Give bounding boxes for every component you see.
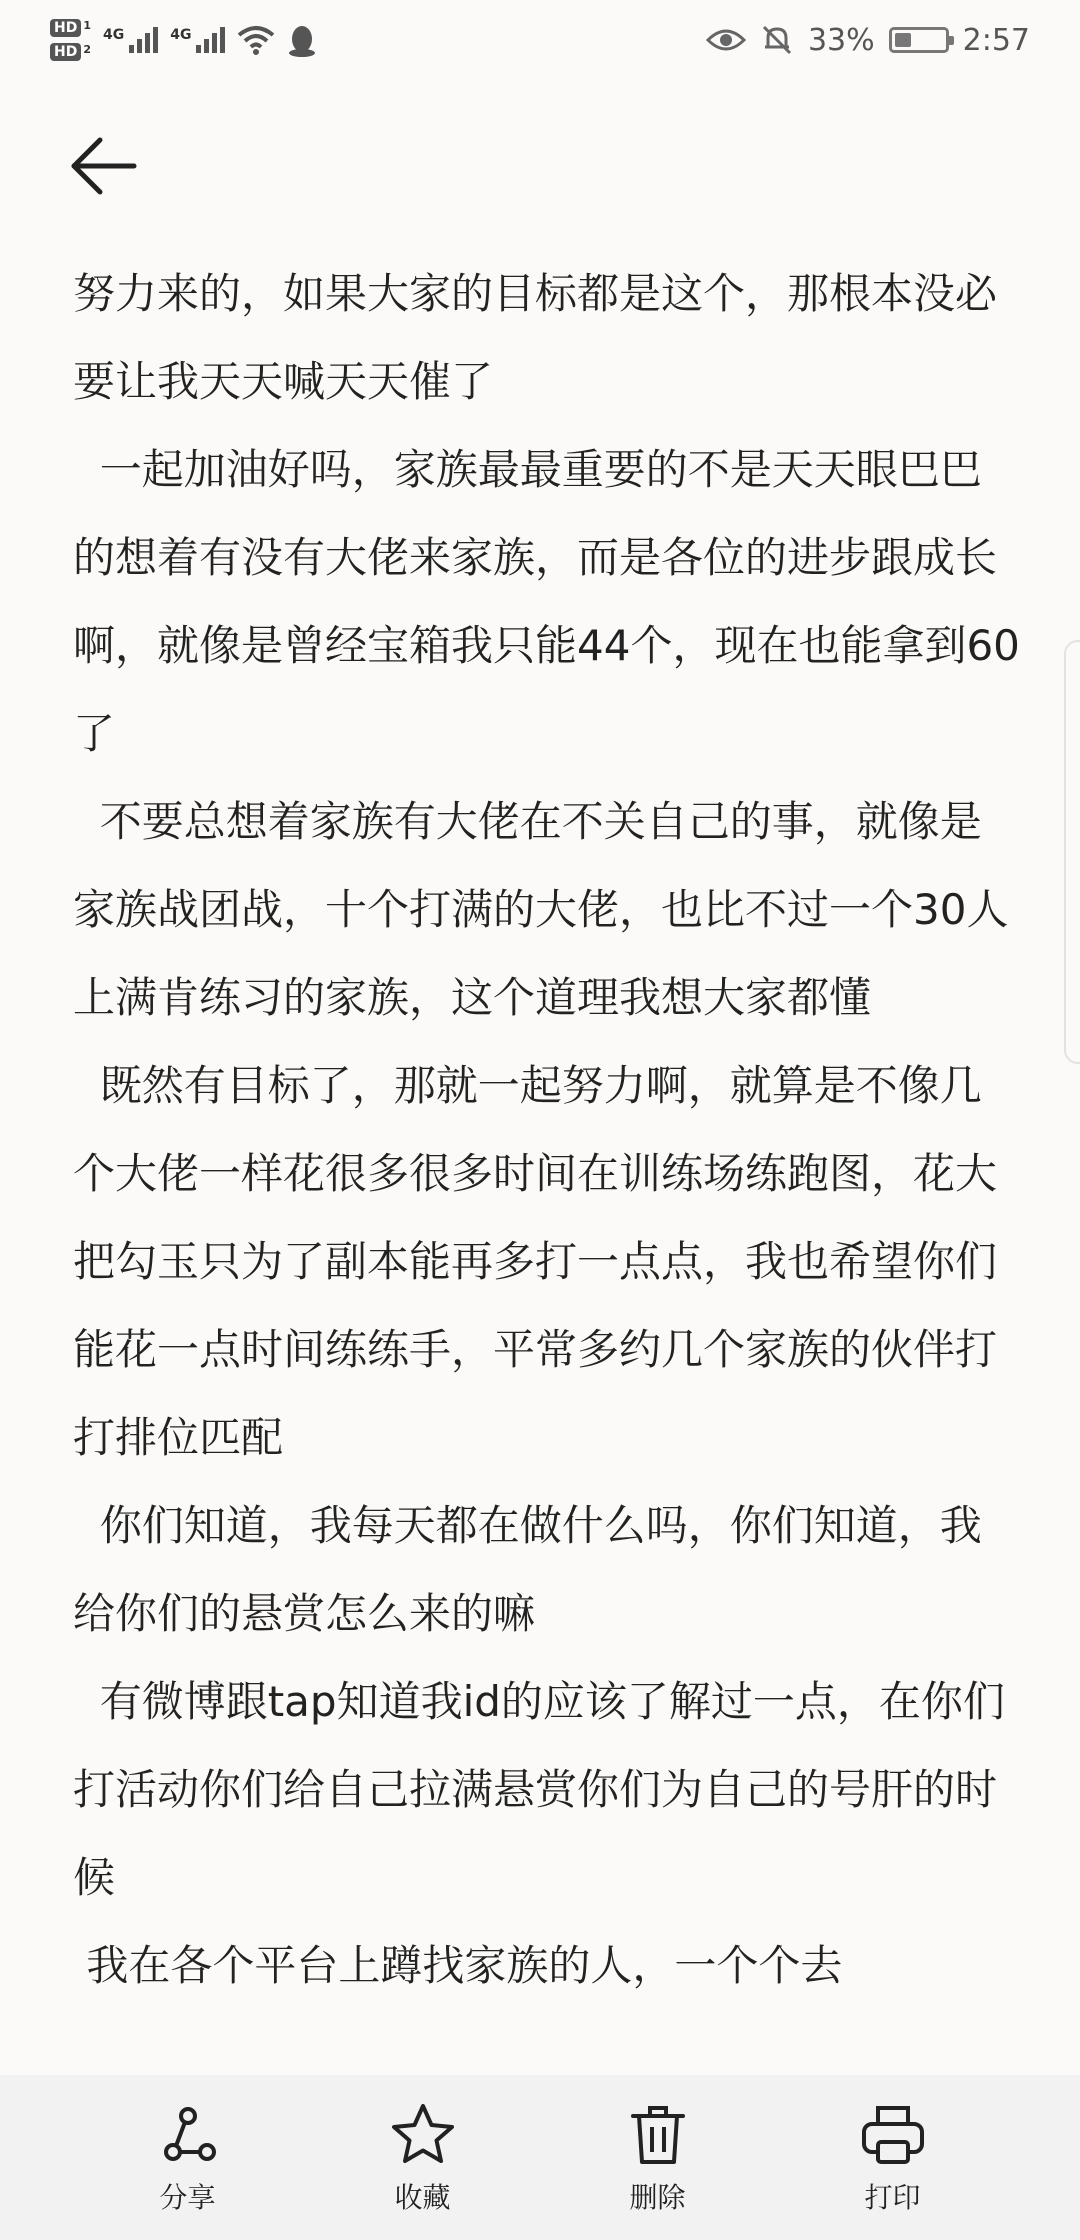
paragraph: 既然有目标了，那就一起努力啊，就算是不像几个大佬一样花很多很多时间在训练场练跑图，花大把勾玉只为了副本能再多打一点点，我也希望你们能花一点时间练练手，平常多约几个家族的伙伴打打排位匹配 <box>73 1061 998 1462</box>
paragraph: 你们知道，我每天都在做什么吗，你们知道，我给你们的悬赏怎么来的嘛 <box>73 1501 982 1638</box>
favorite-button[interactable] <box>338 2075 508 2240</box>
share-icon <box>153 2100 223 2170</box>
signal-bar <box>153 27 158 53</box>
print-button[interactable] <box>808 2075 978 2240</box>
signal-bar <box>129 45 134 53</box>
back-button[interactable] <box>68 130 140 202</box>
signal-bar <box>137 39 142 53</box>
signal-bar <box>196 45 201 53</box>
hd2-indicator <box>50 43 91 61</box>
wifi-icon <box>237 25 275 55</box>
hd2-sub: 2 <box>83 43 91 56</box>
paragraph: 一起加油好吗，家族最最重要的不是天天眼巴巴的想着有没有大佬来家族，而是各位的进步跟成长啊，就像是曾经宝箱我只能44个，现在也能拿到60了 <box>73 445 1020 758</box>
hd1-label: HD <box>50 19 81 37</box>
bell-muted-icon <box>760 23 794 57</box>
battery-fill <box>895 33 911 47</box>
side-scroll-handle[interactable] <box>1064 640 1080 1064</box>
share-label: 分享 <box>159 2181 216 2214</box>
share-button[interactable] <box>103 2075 273 2240</box>
note-body[interactable] <box>73 250 1023 2070</box>
battery-percent: 33% <box>807 22 875 58</box>
network-type-2: 4G <box>170 27 192 43</box>
back-arrow-icon <box>68 130 140 202</box>
paragraph: 有微博跟tap知道我id的应该了解过一点，在你们打活动你们给自己拉满悬赏你们为自己的号肝的时候 <box>73 1677 1005 1902</box>
hd1-indicator <box>50 19 91 37</box>
qq-penguin-icon <box>287 23 317 57</box>
hd1-sub: 1 <box>83 19 91 32</box>
signal-1-icon <box>103 27 158 53</box>
star-icon <box>388 2100 458 2170</box>
status-bar <box>0 0 1080 80</box>
signal-bar <box>212 33 217 53</box>
battery-icon <box>889 27 949 53</box>
delete-label: 删除 <box>629 2181 686 2214</box>
clock: 2:57 <box>962 22 1030 58</box>
hd2-label: HD <box>50 43 81 61</box>
paragraph: 努力来的，如果大家的目标都是这个，那根本没必要让我天天喊天天催了 <box>73 269 998 406</box>
delete-button[interactable] <box>573 2075 743 2240</box>
paragraph: 不要总想着家族有大佬在不关自己的事，就像是家族战团战，十个打满的大佬，也比不过一个30人上满肯练习的家族，这个道理我想大家都懂 <box>73 797 1009 1022</box>
print-label: 打印 <box>864 2181 921 2214</box>
signal-bar <box>145 33 150 53</box>
trash-icon <box>623 2100 693 2170</box>
signal-bar <box>204 39 209 53</box>
signal-bar <box>220 27 225 53</box>
status-left <box>50 10 317 70</box>
favorite-label: 收藏 <box>394 2181 451 2214</box>
hd-indicators <box>50 19 91 61</box>
eye-comfort-icon <box>706 26 746 54</box>
printer-icon <box>858 2100 928 2170</box>
status-right <box>706 10 1030 70</box>
bottom-toolbar <box>0 2075 1080 2240</box>
signal-2-icon <box>170 27 225 53</box>
network-type-1: 4G <box>103 27 125 43</box>
paragraph: 我在各个平台上蹲找家族的人，一个个去 <box>73 1941 843 1990</box>
